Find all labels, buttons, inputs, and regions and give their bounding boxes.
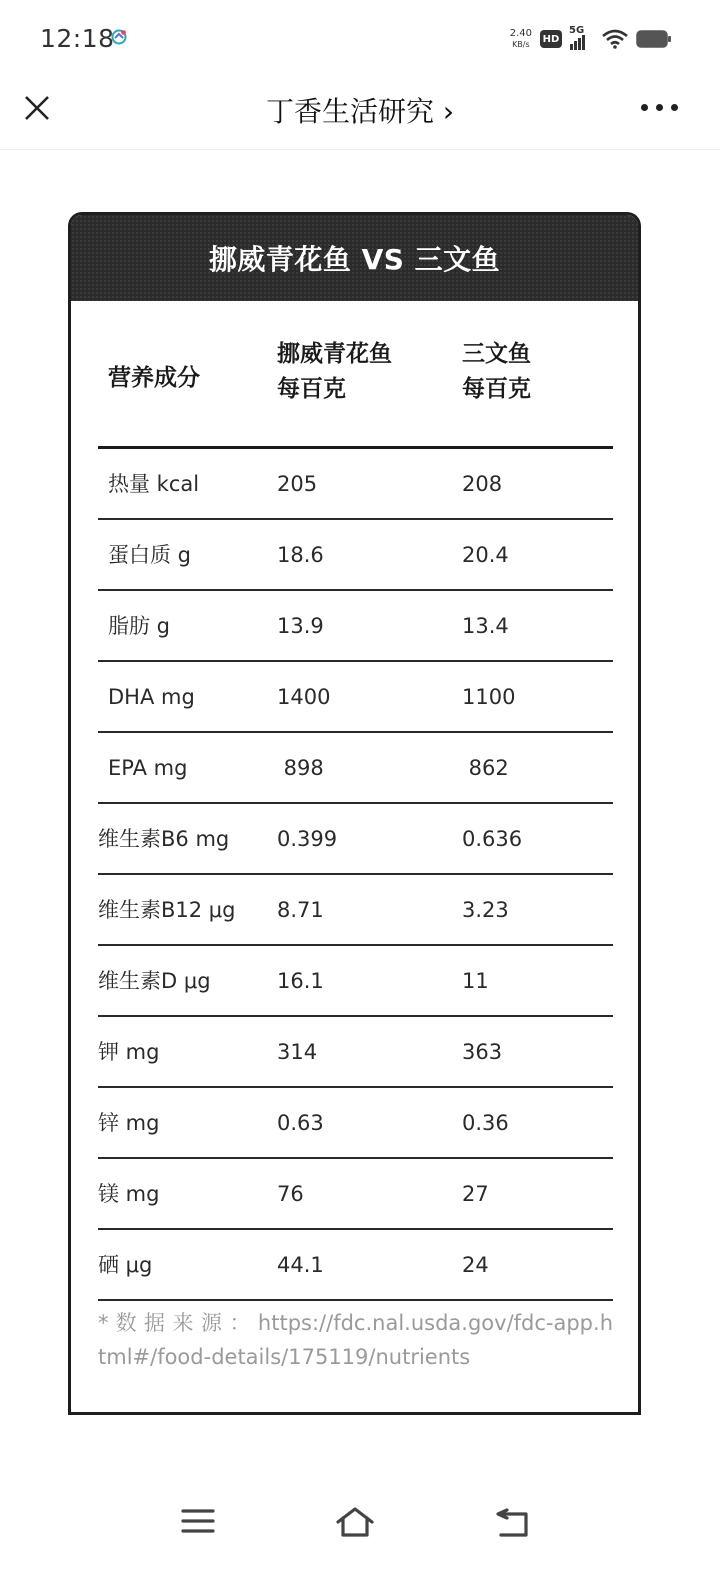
nav-bar	[0, 76, 720, 150]
salmon-value: 13.4	[462, 614, 509, 638]
salmon-value: 1100	[462, 685, 516, 709]
table-row	[98, 1017, 613, 1088]
nutrient-name: 热量 kcal	[108, 472, 200, 496]
nutrient-name: 脂肪 g	[108, 614, 171, 638]
net-speed-unit: KB/s	[512, 40, 530, 49]
source-note: * 数 据 来 源 ： https://fdc.nal.usda.gov/fdc-app.html#/food-details/175119/nutrients	[98, 1311, 613, 1369]
nutrient-name: EPA mg	[108, 756, 188, 780]
more-icon[interactable]	[641, 104, 678, 111]
salmon-value: 27	[462, 1182, 489, 1206]
salmon-value: 363	[462, 1040, 503, 1064]
mackerel-value: 16.1	[277, 969, 324, 993]
table-row	[98, 662, 613, 733]
salmon-value: 11	[462, 969, 489, 993]
comparison-card	[68, 212, 641, 1415]
table-row	[98, 804, 613, 875]
signal-icon	[569, 25, 594, 50]
nutrient-name: 维生素D μg	[98, 969, 211, 993]
table-row	[98, 946, 613, 1017]
mackerel-value: 0.63	[277, 1111, 324, 1135]
back-icon[interactable]	[495, 1506, 531, 1538]
mackerel-value: 314	[277, 1040, 318, 1064]
nutrient-name: 镁 mg	[98, 1182, 160, 1206]
menu-icon[interactable]	[181, 1506, 215, 1536]
table-header	[98, 301, 613, 449]
mackerel-value: 76	[277, 1182, 304, 1206]
status-icons	[510, 26, 672, 52]
table-row	[98, 1159, 613, 1230]
mackerel-value: 0.399	[277, 827, 338, 851]
card-header	[71, 215, 638, 301]
mackerel-value: 44.1	[277, 1253, 324, 1277]
table-row	[98, 1230, 613, 1301]
nutrient-name: 维生素B6 mg	[98, 827, 230, 851]
wifi-icon	[602, 29, 628, 49]
network-type: 5G	[569, 25, 585, 36]
salmon-value: 24	[462, 1253, 489, 1277]
nutrient-name: 蛋白质 g	[108, 543, 192, 567]
mackerel-value: 205	[277, 472, 318, 496]
home-icon[interactable]	[335, 1506, 375, 1538]
salmon-value: 208	[462, 472, 503, 496]
mackerel-value: 1400	[277, 685, 331, 709]
table-row	[98, 733, 613, 804]
column-header-nutrient: 营养成分	[108, 365, 200, 391]
hd-icon: HD	[540, 30, 562, 48]
nutrient-name: 硒 μg	[98, 1253, 153, 1277]
nutrient-name: 钾 mg	[98, 1040, 160, 1064]
net-speed-value: 2.40	[509, 28, 532, 39]
table-row	[98, 449, 613, 520]
nutrient-name: 锌 mg	[98, 1111, 160, 1135]
status-time: 12:18	[40, 24, 115, 53]
status-bar	[0, 0, 720, 76]
table-row	[98, 1088, 613, 1159]
net-speed	[510, 28, 532, 50]
card-title: 挪威青花鱼 VS 三文鱼	[208, 243, 501, 276]
salmon-value: 0.36	[462, 1111, 509, 1135]
nutrition-table	[98, 301, 613, 1301]
mackerel-value: 8.71	[277, 898, 324, 922]
system-nav-bar	[0, 1492, 720, 1562]
mackerel-value: 18.6	[277, 543, 324, 567]
salmon-value: 862	[462, 756, 509, 780]
mackerel-value: 13.9	[277, 614, 324, 638]
salmon-value: 20.4	[462, 543, 509, 567]
table-body	[98, 449, 613, 1301]
nutrient-name: 维生素B12 μg	[98, 898, 236, 922]
table-row	[98, 591, 613, 662]
column-header-salmon: 三文鱼 每百克	[462, 341, 531, 402]
table-row	[98, 875, 613, 946]
table-row	[98, 520, 613, 591]
nutrient-name: DHA mg	[108, 685, 195, 709]
mackerel-value: 898	[277, 756, 324, 780]
salmon-value: 3.23	[462, 898, 509, 922]
app-notification-icon	[111, 29, 127, 45]
page-title[interactable]: 丁香生活研究 ›	[265, 95, 455, 128]
battery-icon	[636, 29, 672, 49]
salmon-value: 0.636	[462, 827, 523, 851]
column-header-mackerel: 挪威青花鱼 每百克	[277, 341, 392, 402]
